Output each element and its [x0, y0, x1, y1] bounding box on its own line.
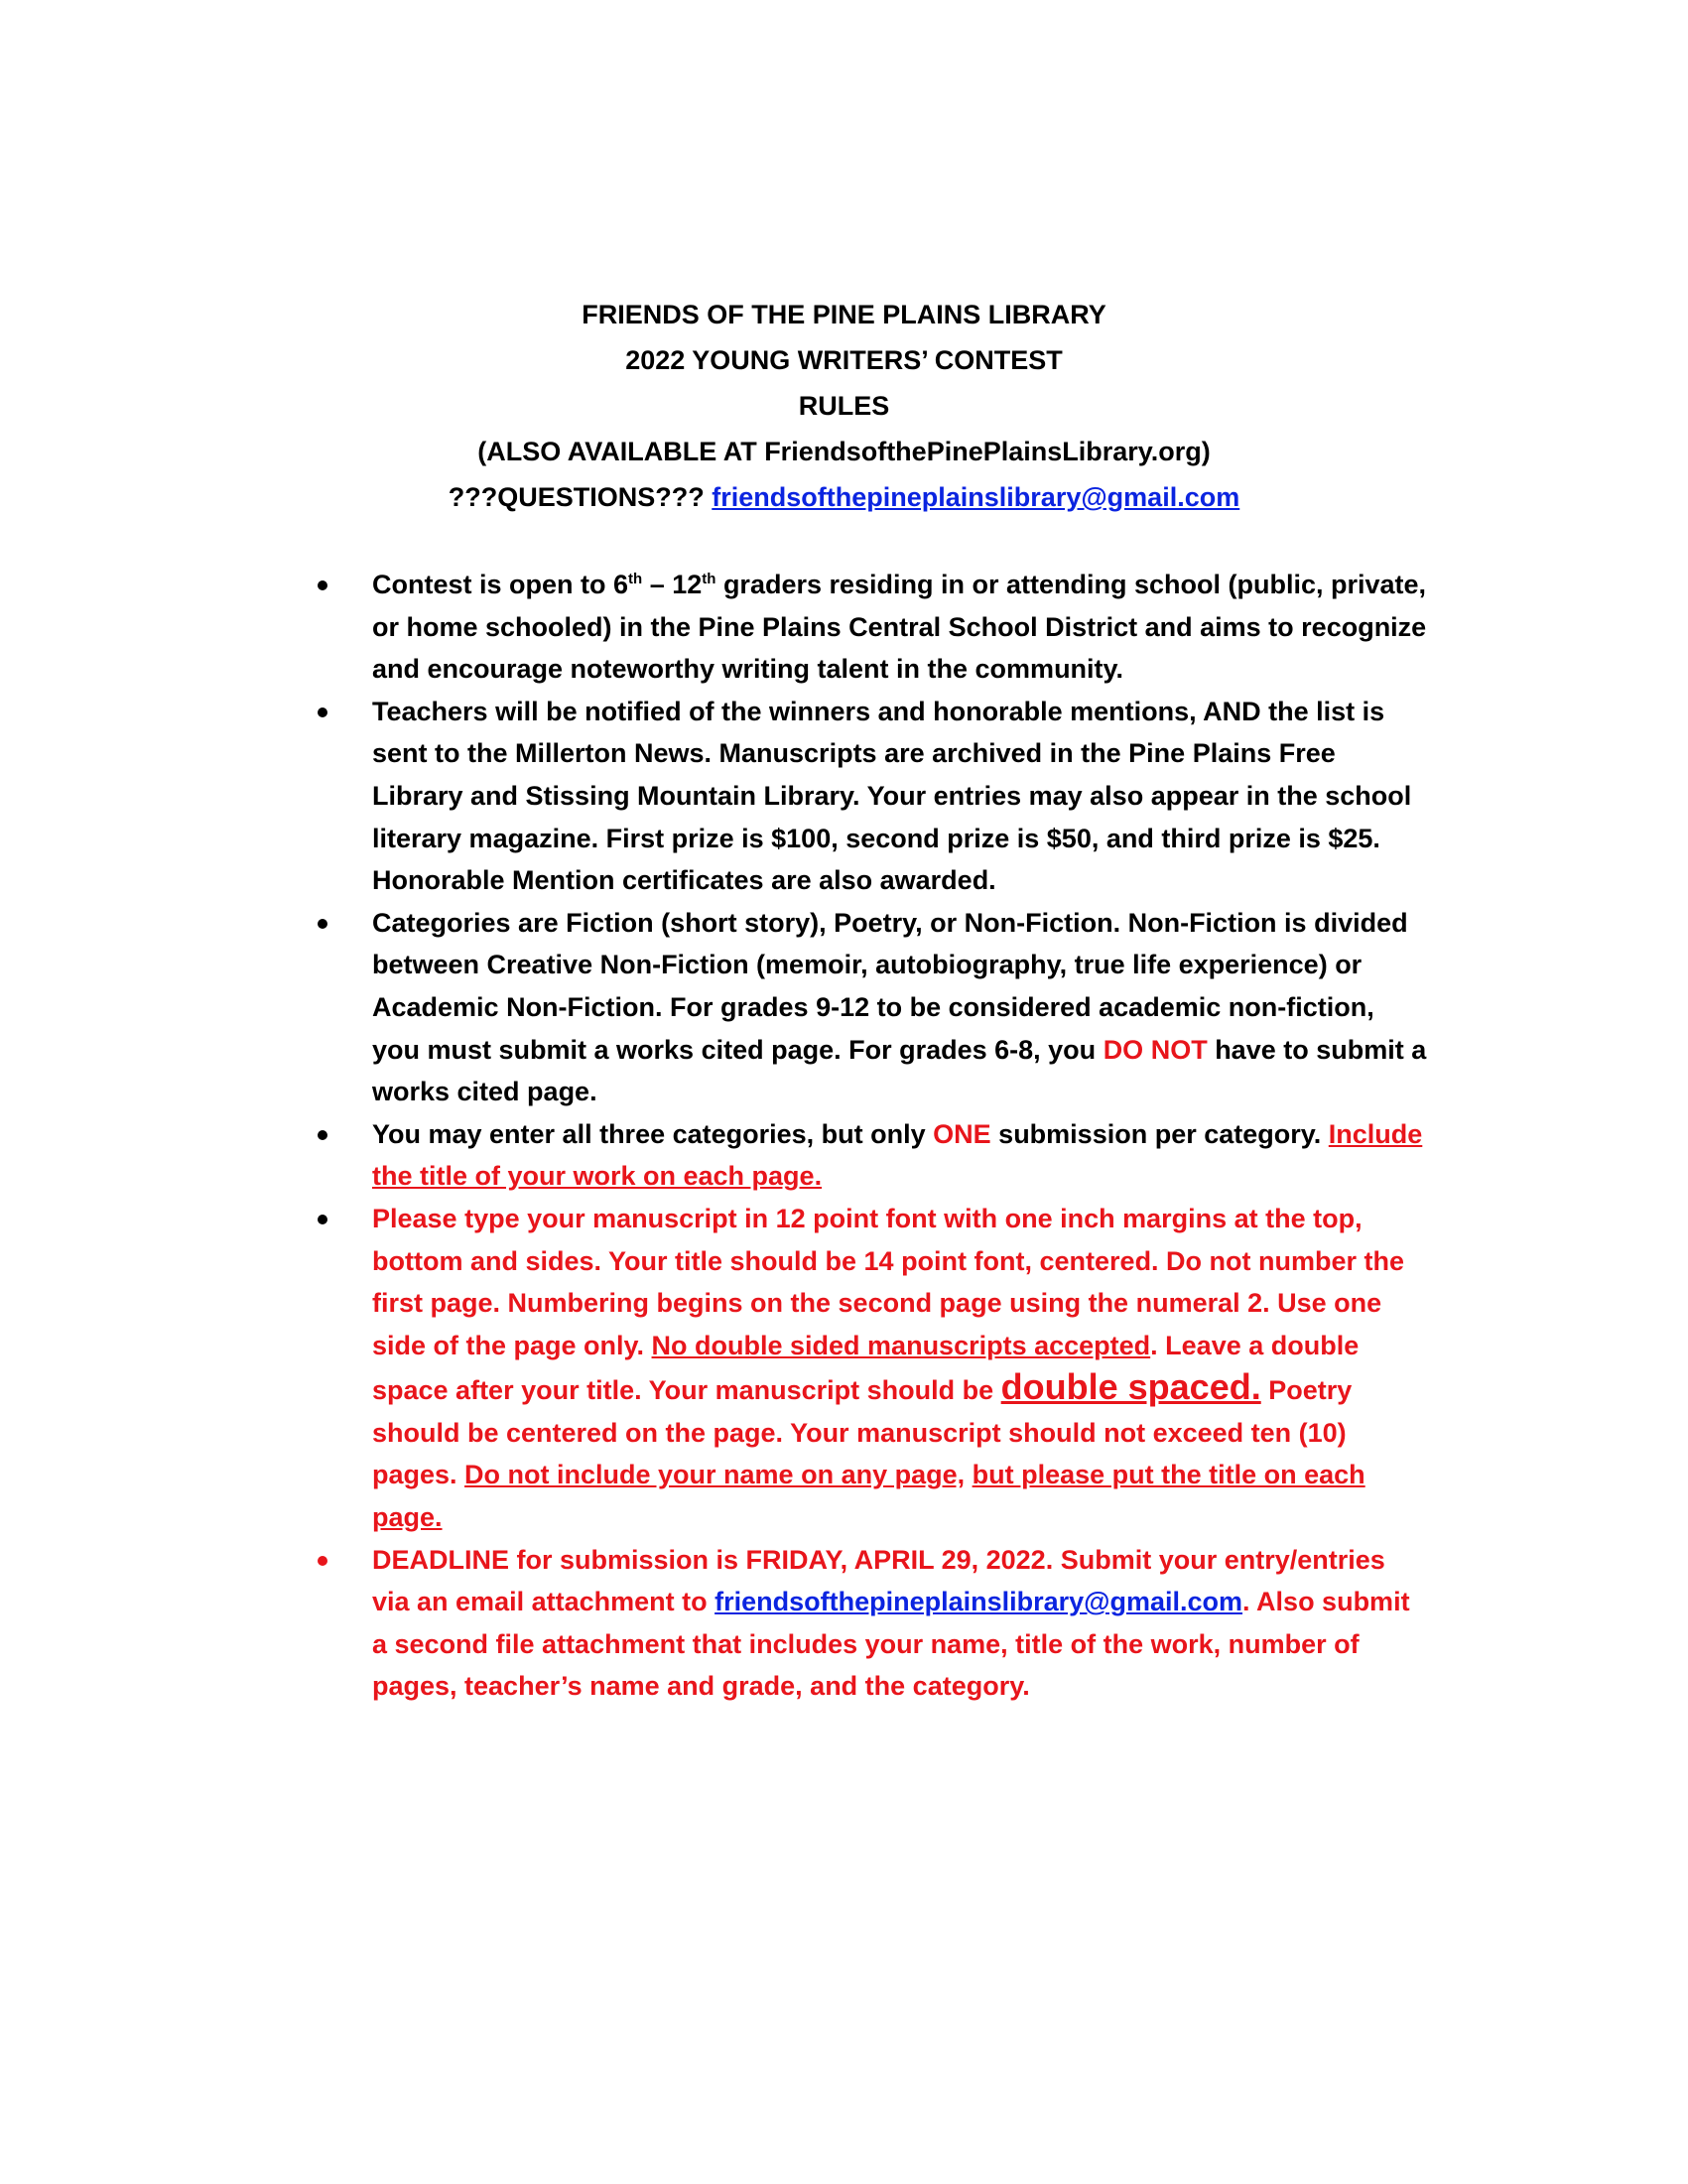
- questions-label: ???QUESTIONS???: [448, 482, 705, 512]
- emphasis-no-name: Do not include your name on any page,: [464, 1460, 966, 1490]
- rule-deadline: [318, 1539, 1429, 1708]
- emphasis-no-double-sided: No double sided manuscripts accepted: [651, 1330, 1151, 1360]
- emphasis-double-spaced: double spaced.: [1000, 1366, 1261, 1408]
- bullet-icon: [318, 1556, 327, 1566]
- rule-text: . Also submit a second file attachment that includes your name, title of the work, number of pages, teacher’s name and grade, and the category.: [372, 1587, 1410, 1702]
- contact-email-link[interactable]: friendsofthepineplainslibrary@gmail.com: [712, 482, 1240, 512]
- rule-formatting: [318, 1198, 1429, 1539]
- emphasis-do-not: DO NOT: [1103, 1034, 1208, 1065]
- submission-email-link[interactable]: friendsofthepineplainslibrary@gmail.com: [714, 1587, 1243, 1617]
- rule-text: . Leave a double space after your title. Your manuscript should be: [372, 1330, 1360, 1406]
- rules-list: [318, 564, 1429, 1708]
- rule-prizes: [318, 691, 1429, 902]
- contest-title: 2022 YOUNG WRITERS’ CONTEST: [625, 345, 1063, 375]
- emphasis-include-title: Include the title of your work on each page.: [372, 1118, 1423, 1192]
- rule-text: have to submit a works cited page.: [372, 1034, 1427, 1107]
- rule-text: Please type your manuscript in 12 point font with one inch margins at the top, bottom and sides. Your title should be 14 point font, centered. Do not number the first page. Numbering begins on the second page using the numeral 2. Use one side of the page only.: [372, 1203, 1405, 1360]
- ordinal-suffix: th: [702, 571, 716, 587]
- questions-line: [0, 474, 1688, 520]
- website-note: (ALSO AVAILABLE AT FriendsofthePinePlainsLibrary.org): [477, 437, 1211, 466]
- emphasis-one: ONE: [933, 1118, 991, 1149]
- rule-text: [965, 1460, 973, 1489]
- rule-text: Teachers will be notified of the winners and honorable mentions, AND the list is sent to the Millerton News. Manuscripts are archived in the Pine Plains Free Library and Stissing Mountain Library. Your entries may also appear in the school literary magazine. First prize is $100, second prize is $50, and third prize is $25. Honorable Mention certificates are also awarded.: [372, 696, 1412, 896]
- organization-title: FRIENDS OF THE PINE PLAINS LIBRARY: [582, 300, 1106, 329]
- rule-text: – 12: [642, 570, 703, 599]
- rule-text: DEADLINE for submission is FRIDAY, APRIL 29, 2022. Submit your entry/entries via an email attachment to: [372, 1544, 1385, 1617]
- document-header: [0, 292, 1688, 520]
- rule-submission-limit: [318, 1113, 1429, 1198]
- rule-text: Poetry should be centered on the page. Your manuscript should not exceed ten (10) pages.: [372, 1375, 1353, 1490]
- rule-text: Categories are Fiction (short story), Poetry, or Non-Fiction. Non-Fiction is divided between Creative Non-Fiction (memoir, autobiography, true life experience) or Academic Non-Fiction. For grades 9-12 to be considered academic non-fiction, you must submit a works cited page. For grades 6-8, you: [372, 907, 1408, 1065]
- bullet-icon: [318, 919, 327, 929]
- rule-text: You may enter all three categories, but only: [372, 1118, 934, 1149]
- rule-text: graders residing in or attending school (public, private, or home schooled) in the Pine Plains Central School District and aims to recognize and encourage noteworthy writing talent in the community.: [372, 570, 1427, 685]
- bullet-icon: [318, 1215, 327, 1224]
- rule-categories: [318, 902, 1429, 1113]
- bullet-icon: [318, 707, 327, 717]
- rule-text: submission per category.: [990, 1118, 1329, 1149]
- bullet-icon: [318, 580, 327, 590]
- emphasis-title-each-page: but please put the title on each page.: [372, 1460, 1365, 1533]
- ordinal-suffix: th: [628, 571, 643, 587]
- rule-eligibility: [318, 564, 1429, 691]
- rule-text: Contest is open to 6: [372, 570, 629, 599]
- rules-heading: RULES: [798, 391, 890, 421]
- bullet-icon: [318, 1130, 327, 1140]
